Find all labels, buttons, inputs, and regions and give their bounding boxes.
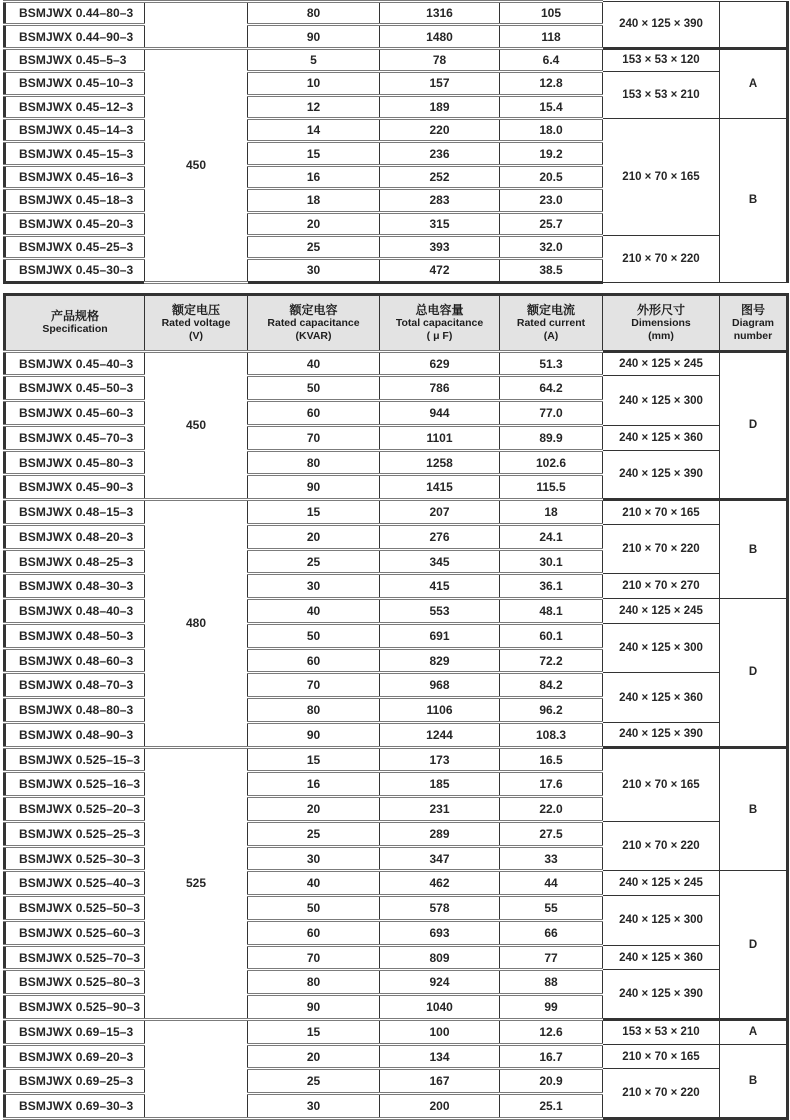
current-cell: 60.1	[500, 623, 603, 648]
spec-cell: BSMJWX 0.48–15–3	[5, 500, 145, 525]
spec-cell: BSMJWX 0.48–50–3	[5, 623, 145, 648]
current-cell: 20.9	[500, 1069, 603, 1094]
current-cell: 118	[500, 25, 603, 48]
capacitance-cell: 578	[380, 896, 500, 921]
kvar-cell: 30	[248, 1094, 380, 1119]
capacitance-cell: 185	[380, 772, 500, 797]
dimensions-cell: 210 × 70 × 165	[603, 118, 720, 235]
dimensions-cell: 240 × 125 × 390	[603, 450, 720, 500]
dimensions-cell: 240 × 125 × 300	[603, 896, 720, 946]
col-header-en: Diagram	[731, 316, 774, 329]
col-header-zh: 总电容量	[415, 302, 464, 317]
capacitance-cell: 553	[380, 599, 500, 624]
current-cell: 44	[500, 871, 603, 896]
spec-cell: BSMJWX 0.48–25–3	[5, 549, 145, 574]
kvar-cell: 90	[248, 995, 380, 1020]
dimensions-cell: 240 × 125 × 360	[603, 945, 720, 970]
col-header-en: Rated voltage	[161, 316, 231, 329]
current-cell: 15.4	[500, 95, 603, 118]
current-cell: 16.5	[500, 747, 603, 772]
col-header-unit: (mm)	[648, 329, 674, 342]
kvar-cell: 50	[248, 896, 380, 921]
col-header-en: Rated current	[516, 316, 586, 329]
current-cell: 36.1	[500, 574, 603, 599]
dimensions-cell: 210 × 70 × 270	[603, 574, 720, 599]
voltage-cell: 450	[145, 48, 248, 282]
table-row	[5, 235, 788, 258]
kvar-cell: 80	[248, 450, 380, 475]
col-header-rated-capacitance	[248, 294, 380, 351]
spec-cell: BSMJWX 0.48–60–3	[5, 648, 145, 673]
kvar-cell: 30	[248, 574, 380, 599]
capacitance-cell: 276	[380, 524, 500, 549]
spec-cell: BSMJWX 0.44–80–3	[5, 2, 145, 25]
diagram-number-cell: B	[720, 1044, 788, 1118]
current-cell: 23.0	[500, 189, 603, 212]
spec-cell: BSMJWX 0.69–20–3	[5, 1044, 145, 1069]
spec-cell: BSMJWX 0.45–10–3	[5, 72, 145, 95]
spec-cell: BSMJWX 0.45–60–3	[5, 401, 145, 426]
spec-cell: BSMJWX 0.45–14–3	[5, 118, 145, 141]
capacitance-cell: 1480	[380, 25, 500, 48]
dimensions-cell: 153 × 53 × 120	[603, 48, 720, 71]
kvar-cell: 40	[248, 351, 380, 376]
dimensions-cell: 153 × 53 × 210	[603, 72, 720, 119]
diagram-number-cell: B	[720, 500, 788, 599]
table-row	[5, 118, 788, 141]
kvar-cell: 12	[248, 95, 380, 118]
kvar-cell: 15	[248, 500, 380, 525]
current-cell: 20.5	[500, 165, 603, 188]
kvar-cell: 40	[248, 871, 380, 896]
spec-cell: BSMJWX 0.45–50–3	[5, 376, 145, 401]
current-cell: 77	[500, 945, 603, 970]
table-row	[5, 945, 788, 970]
table-row	[5, 1069, 788, 1094]
diagram-number-cell: B	[720, 118, 788, 282]
capacitance-cell: 100	[380, 1019, 500, 1044]
table-row	[5, 599, 788, 624]
col-header-unit: ( μ F)	[426, 329, 453, 342]
current-cell: 55	[500, 896, 603, 921]
col-header-en: Dimensions	[631, 316, 691, 329]
capacitance-cell: 393	[380, 235, 500, 258]
current-cell: 32.0	[500, 235, 603, 258]
capacitance-cell: 1106	[380, 698, 500, 723]
kvar-cell: 50	[248, 376, 380, 401]
kvar-cell: 15	[248, 1019, 380, 1044]
table-row	[5, 623, 788, 648]
kvar-cell: 20	[248, 797, 380, 822]
dimensions-cell: 210 × 70 × 220	[603, 821, 720, 871]
dimensions-cell: 240 × 125 × 245	[603, 599, 720, 624]
current-cell: 22.0	[500, 797, 603, 822]
voltage-cell: 450	[145, 351, 248, 500]
col-header-en: Total capacitance	[395, 316, 484, 329]
spec-cell: BSMJWX 0.48–90–3	[5, 722, 145, 747]
spec-cell: BSMJWX 0.48–20–3	[5, 524, 145, 549]
kvar-cell: 10	[248, 72, 380, 95]
dimensions-cell: 210 × 70 × 220	[603, 1069, 720, 1119]
dimensions-cell: 240 × 125 × 360	[603, 425, 720, 450]
kvar-cell: 25	[248, 1069, 380, 1094]
spec-cell: BSMJWX 0.45–40–3	[5, 351, 145, 376]
kvar-cell: 50	[248, 623, 380, 648]
current-cell: 18.0	[500, 118, 603, 141]
current-cell: 84.2	[500, 673, 603, 698]
kvar-cell: 80	[248, 2, 380, 25]
dimensions-cell: 240 × 125 × 300	[603, 623, 720, 673]
capacitance-cell: 462	[380, 871, 500, 896]
col-header-zh: 额定电容	[289, 302, 338, 317]
spec-cell: BSMJWX 0.45–20–3	[5, 212, 145, 235]
kvar-cell: 25	[248, 821, 380, 846]
spec-cell: BSMJWX 0.45–18–3	[5, 189, 145, 212]
spec-cell: BSMJWX 0.48–30–3	[5, 574, 145, 599]
capacitance-cell: 236	[380, 142, 500, 165]
capacitance-cell: 1415	[380, 475, 500, 500]
capacitance-cell: 944	[380, 401, 500, 426]
capacitance-cell: 347	[380, 846, 500, 871]
current-cell: 88	[500, 970, 603, 995]
col-header-diagram-number	[720, 294, 788, 351]
current-cell: 77.0	[500, 401, 603, 426]
table-row	[5, 673, 788, 698]
capacitance-cell: 415	[380, 574, 500, 599]
spec-table-top	[3, 0, 789, 284]
current-cell: 18	[500, 500, 603, 525]
dimensions-cell: 240 × 125 × 300	[603, 376, 720, 426]
dimensions-cell: 210 × 70 × 165	[603, 747, 720, 821]
kvar-cell: 20	[248, 1044, 380, 1069]
current-cell: 33	[500, 846, 603, 871]
capacitance-cell: 173	[380, 747, 500, 772]
col-header-dimensions	[603, 294, 720, 351]
kvar-cell: 18	[248, 189, 380, 212]
spec-cell: BSMJWX 0.45–25–3	[5, 235, 145, 258]
col-header-en: Specification	[42, 323, 108, 336]
dimensions-cell: 240 × 125 × 390	[603, 2, 720, 49]
current-cell: 48.1	[500, 599, 603, 624]
current-cell: 27.5	[500, 821, 603, 846]
current-cell: 64.2	[500, 376, 603, 401]
spec-cell: BSMJWX 0.525–15–3	[5, 747, 145, 772]
spec-cell: BSMJWX 0.525–16–3	[5, 772, 145, 797]
col-header-unit: (V)	[189, 329, 203, 342]
current-cell: 25.7	[500, 212, 603, 235]
col-header-rated-current	[500, 294, 603, 351]
kvar-cell: 20	[248, 524, 380, 549]
dimensions-cell: 240 × 125 × 390	[603, 722, 720, 747]
spec-cell: BSMJWX 0.525–70–3	[5, 945, 145, 970]
col-header-zh: 产品规格	[50, 309, 99, 324]
diagram-number-cell: A	[720, 1019, 788, 1044]
col-header-unit: number	[733, 329, 773, 342]
dimensions-cell: 210 × 70 × 165	[603, 1044, 720, 1069]
kvar-cell: 80	[248, 698, 380, 723]
table-row	[5, 524, 788, 549]
dimensions-cell: 210 × 70 × 165	[603, 500, 720, 525]
spec-cell: BSMJWX 0.69–30–3	[5, 1094, 145, 1119]
diagram-number-cell: D	[720, 599, 788, 748]
kvar-cell: 40	[248, 599, 380, 624]
capacitance-cell: 134	[380, 1044, 500, 1069]
col-header-rated-voltage	[145, 294, 248, 351]
current-cell: 17.6	[500, 772, 603, 797]
diagram-number-cell: D	[720, 871, 788, 1020]
spec-cell: BSMJWX 0.45–15–3	[5, 142, 145, 165]
header-row	[5, 294, 788, 351]
current-cell: 72.2	[500, 648, 603, 673]
kvar-cell: 16	[248, 165, 380, 188]
capacitance-cell: 1316	[380, 2, 500, 25]
spec-cell: BSMJWX 0.45–16–3	[5, 165, 145, 188]
table-row	[5, 376, 788, 401]
spec-cell: BSMJWX 0.44–90–3	[5, 25, 145, 48]
kvar-cell: 30	[248, 259, 380, 282]
dimensions-cell: 240 × 125 × 245	[603, 351, 720, 376]
dimensions-cell: 210 × 70 × 220	[603, 524, 720, 574]
kvar-cell: 90	[248, 722, 380, 747]
current-cell: 30.1	[500, 549, 603, 574]
spec-cell: BSMJWX 0.525–90–3	[5, 995, 145, 1020]
capacitance-cell: 220	[380, 118, 500, 141]
spec-cell: BSMJWX 0.45–70–3	[5, 425, 145, 450]
capacitance-cell: 1258	[380, 450, 500, 475]
kvar-cell: 5	[248, 48, 380, 71]
voltage-cell	[145, 1019, 248, 1118]
voltage-cell: 525	[145, 747, 248, 1019]
dimensions-cell: 210 × 70 × 220	[603, 235, 720, 282]
kvar-cell: 25	[248, 235, 380, 258]
capacitance-cell: 1101	[380, 425, 500, 450]
capacitance-cell: 924	[380, 970, 500, 995]
kvar-cell: 70	[248, 425, 380, 450]
table-row	[5, 450, 788, 475]
spec-cell: BSMJWX 0.48–70–3	[5, 673, 145, 698]
spec-cell: BSMJWX 0.48–80–3	[5, 698, 145, 723]
kvar-cell: 15	[248, 142, 380, 165]
current-cell: 6.4	[500, 48, 603, 71]
diagram-number-cell: D	[720, 351, 788, 500]
table-row	[5, 970, 788, 995]
table-row	[5, 1019, 788, 1044]
table-row	[5, 1044, 788, 1069]
dimensions-cell: 153 × 53 × 210	[603, 1019, 720, 1044]
spec-cell: BSMJWX 0.525–80–3	[5, 970, 145, 995]
kvar-cell: 60	[248, 920, 380, 945]
capacitance-cell: 189	[380, 95, 500, 118]
current-cell: 19.2	[500, 142, 603, 165]
capacitance-cell: 283	[380, 189, 500, 212]
table-row	[5, 722, 788, 747]
spec-cell: BSMJWX 0.45–30–3	[5, 259, 145, 282]
capacitance-cell: 472	[380, 259, 500, 282]
capacitance-cell: 207	[380, 500, 500, 525]
kvar-cell: 90	[248, 475, 380, 500]
capacitance-cell: 289	[380, 821, 500, 846]
capacitance-cell: 829	[380, 648, 500, 673]
current-cell: 115.5	[500, 475, 603, 500]
kvar-cell: 60	[248, 648, 380, 673]
col-header-en: Rated capacitance	[267, 316, 360, 329]
spec-cell: BSMJWX 0.48–40–3	[5, 599, 145, 624]
capacitance-cell: 691	[380, 623, 500, 648]
current-cell: 38.5	[500, 259, 603, 282]
kvar-cell: 70	[248, 945, 380, 970]
table-header	[5, 294, 788, 351]
current-cell: 105	[500, 2, 603, 25]
spec-cell: BSMJWX 0.45–5–3	[5, 48, 145, 71]
diagram-number-cell: B	[720, 747, 788, 871]
table-row	[5, 896, 788, 921]
col-header-unit: (A)	[543, 329, 559, 342]
col-header-zh: 额定电流	[526, 302, 575, 317]
spec-cell: BSMJWX 0.45–12–3	[5, 95, 145, 118]
kvar-cell: 14	[248, 118, 380, 141]
capacitance-cell: 200	[380, 1094, 500, 1119]
kvar-cell: 60	[248, 401, 380, 426]
capacitance-cell: 693	[380, 920, 500, 945]
capacitance-cell: 1244	[380, 722, 500, 747]
col-header-unit: (KVAR)	[295, 329, 332, 342]
capacitance-cell: 809	[380, 945, 500, 970]
spec-cell: BSMJWX 0.525–25–3	[5, 821, 145, 846]
capacitance-cell: 252	[380, 165, 500, 188]
capacitance-cell: 968	[380, 673, 500, 698]
kvar-cell: 25	[248, 549, 380, 574]
col-header-specification	[5, 294, 145, 351]
capacitance-cell: 629	[380, 351, 500, 376]
spec-cell: BSMJWX 0.525–50–3	[5, 896, 145, 921]
voltage-cell: 480	[145, 500, 248, 748]
current-cell: 24.1	[500, 524, 603, 549]
capacitance-cell: 345	[380, 549, 500, 574]
kvar-cell: 90	[248, 25, 380, 48]
spec-cell: BSMJWX 0.525–30–3	[5, 846, 145, 871]
current-cell: 89.9	[500, 425, 603, 450]
kvar-cell: 30	[248, 846, 380, 871]
current-cell: 102.6	[500, 450, 603, 475]
kvar-cell: 70	[248, 673, 380, 698]
col-header-zh: 额定电压	[171, 302, 220, 317]
col-header-zh: 图号	[740, 302, 765, 317]
kvar-cell: 16	[248, 772, 380, 797]
dimensions-cell: 240 × 125 × 245	[603, 871, 720, 896]
current-cell: 99	[500, 995, 603, 1020]
table-row	[5, 2, 788, 25]
spec-cell: BSMJWX 0.69–25–3	[5, 1069, 145, 1094]
current-cell: 12.8	[500, 72, 603, 95]
spec-cell: BSMJWX 0.525–60–3	[5, 920, 145, 945]
kvar-cell: 80	[248, 970, 380, 995]
table-row	[5, 351, 788, 376]
capacitance-cell: 157	[380, 72, 500, 95]
voltage-cell	[145, 2, 248, 49]
current-cell: 16.7	[500, 1044, 603, 1069]
table-row	[5, 48, 788, 71]
spec-cell: BSMJWX 0.69–15–3	[5, 1019, 145, 1044]
spec-table-main	[3, 293, 789, 1120]
diagram-number-cell: A	[720, 48, 788, 118]
capacitance-cell: 167	[380, 1069, 500, 1094]
table-row	[5, 500, 788, 525]
col-header-total-capacitance	[380, 294, 500, 351]
current-cell: 66	[500, 920, 603, 945]
capacitance-cell: 231	[380, 797, 500, 822]
table-row	[5, 821, 788, 846]
spec-cell: BSMJWX 0.525–20–3	[5, 797, 145, 822]
current-cell: 108.3	[500, 722, 603, 747]
spec-cell: BSMJWX 0.525–40–3	[5, 871, 145, 896]
capacitance-cell: 1040	[380, 995, 500, 1020]
spec-cell: BSMJWX 0.45–90–3	[5, 475, 145, 500]
table-row	[5, 72, 788, 95]
current-cell: 51.3	[500, 351, 603, 376]
diagram-number-cell	[720, 2, 788, 49]
current-cell: 25.1	[500, 1094, 603, 1119]
dimensions-cell: 240 × 125 × 390	[603, 970, 720, 1020]
kvar-cell: 20	[248, 212, 380, 235]
capacitance-cell: 78	[380, 48, 500, 71]
spec-cell: BSMJWX 0.45–80–3	[5, 450, 145, 475]
capacitance-cell: 786	[380, 376, 500, 401]
current-cell: 12.6	[500, 1019, 603, 1044]
table-gap	[0, 284, 790, 293]
capacitance-cell: 315	[380, 212, 500, 235]
table-row	[5, 747, 788, 772]
kvar-cell: 15	[248, 747, 380, 772]
dimensions-cell: 240 × 125 × 360	[603, 673, 720, 723]
table-row	[5, 425, 788, 450]
table-row	[5, 871, 788, 896]
col-header-zh: 外形尺寸	[636, 302, 685, 317]
current-cell: 96.2	[500, 698, 603, 723]
table-row	[5, 574, 788, 599]
